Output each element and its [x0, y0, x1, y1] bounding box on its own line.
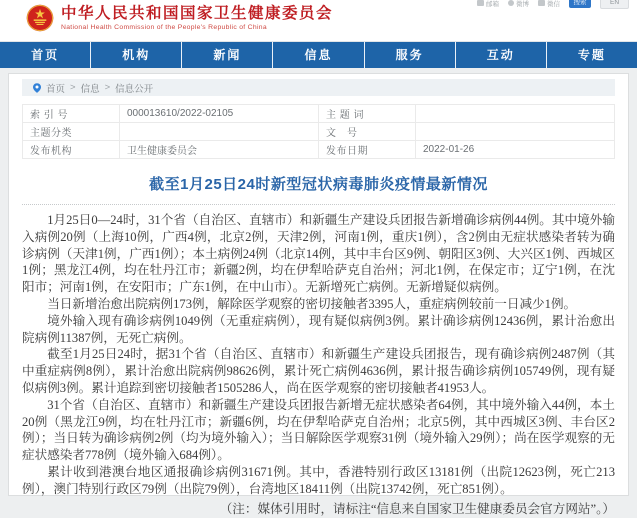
- meta-label-doc-no: 文 号: [319, 123, 416, 141]
- nav-item-news[interactable]: 新闻: [182, 42, 273, 68]
- breadcrumb: [22, 79, 615, 96]
- weibo-link[interactable]: [508, 0, 529, 8]
- wechat-link-label: 微信: [547, 0, 560, 8]
- breadcrumb-info[interactable]: 信息: [80, 83, 100, 95]
- meta-value-pub-date: 2022-01-26: [416, 141, 615, 159]
- site-title-chinese: 中华人民共和国国家卫生健康委员会: [61, 5, 334, 22]
- nav-item-home[interactable]: 首页: [0, 42, 91, 68]
- language-button[interactable]: EN: [600, 0, 629, 9]
- meta-value-publisher: 卫生健康委员会: [120, 141, 319, 159]
- meta-label-category: 主题分类: [23, 123, 120, 141]
- breadcrumb-separator: >: [70, 82, 76, 93]
- meta-label-publisher: 发布机构: [23, 141, 120, 159]
- table-row: [23, 123, 615, 141]
- site-header: [0, 0, 637, 42]
- main-nav: [0, 42, 637, 68]
- document-meta-table: [22, 104, 615, 159]
- article-body: [22, 212, 615, 518]
- table-row: [23, 105, 615, 123]
- site-title-english: National Health Commission of the People's Republic of China: [61, 24, 267, 31]
- nav-item-special[interactable]: 专题: [577, 48, 606, 62]
- article-title: 截至1月25日24时新型冠状病毒肺炎疫情最新情况: [149, 176, 488, 193]
- national-emblem-icon: [26, 4, 54, 32]
- weibo-icon: [508, 0, 514, 6]
- search-button[interactable]: 搜索: [569, 0, 591, 8]
- article-paragraph: 31个省（自治区、直辖市）和新疆生产建设兵团报告新增无症状感染者64例，其中境外输入44例，本土20例（黑龙江9例，均在牡丹江市；新疆6例，均在伊犁哈萨克自治州；北京5例，其中西城区3例、丰台区2例）；当日转为确诊病例2例（均为境外输入）；当日解除医学观察31例（境外输入29例）；尚在医学观察的无症状感染者778例（境外输入684例）。: [22, 397, 615, 463]
- meta-value-subject: [416, 105, 615, 123]
- weibo-link-label: 微博: [516, 0, 529, 8]
- site-title-block: [61, 5, 333, 31]
- nav-item-service[interactable]: 服务: [365, 42, 456, 68]
- article-paragraph: 当日新增治愈出院病例173例，解除医学观察的密切接触者3395人，重症病例较前一日减少1例。: [47, 296, 577, 311]
- meta-label-pub-date: 发布日期: [319, 141, 416, 159]
- breadcrumb-separator: >: [104, 82, 111, 93]
- meta-value-index-no: 000013610/2022-02105: [120, 105, 319, 123]
- meta-value-category: [120, 123, 319, 141]
- mail-link-label: 邮箱: [486, 0, 499, 8]
- meta-label-subject: 主 题 词: [319, 105, 416, 123]
- article-paragraph: 截至1月25日24时，据31个省（自治区、直辖市）和新疆生产建设兵团报告，现有确诊病例2487例（其中重症病例8例），累计治愈出院病例98626例，累计死亡病例4636例，累计报告确诊病例105749例，现有疑似病例3例。累计追踪到密切接触者1505286人，尚在医学观察的密切接触者41953人。: [22, 347, 615, 395]
- mail-link[interactable]: [477, 0, 499, 8]
- meta-label-index-no: 索 引 号: [23, 105, 120, 123]
- content-card: [8, 73, 629, 516]
- nav-item-info[interactable]: 信息: [273, 42, 364, 68]
- title-divider: [22, 204, 615, 205]
- breadcrumb-home[interactable]: 首页: [46, 83, 66, 95]
- wechat-link[interactable]: [538, 0, 560, 8]
- meta-value-doc-no: [416, 123, 615, 141]
- citation-note: （注：媒体引用时，请标注“信息来自国家卫生健康委员会官方网站”。）: [219, 501, 615, 516]
- wechat-icon: [538, 0, 545, 6]
- nav-item-agency[interactable]: 机构: [91, 42, 182, 68]
- article-paragraph: 累计收到港澳台地区通报确诊病例31671例。其中，香港特别行政区13181例（出院12623例，死亡213例），澳门特别行政区79例（出院79例），台湾地区18411例（出院13742例，死亡851例）。: [22, 464, 615, 496]
- nav-item-interact[interactable]: 互动: [456, 42, 547, 68]
- table-row: [23, 141, 615, 159]
- location-pin-icon: [33, 83, 41, 93]
- breadcrumb-info-disclosure[interactable]: 信息公开: [115, 83, 154, 95]
- topbar-quick-links: [477, 0, 629, 9]
- mail-icon: [477, 0, 484, 6]
- article-paragraph: 1月25日0—24时，31个省（自治区、直辖市）和新疆生产建设兵团报告新增确诊病例44例。其中境外输入病例20例（上海10例，广西4例，北京2例，天津2例，河南1例，重庆1例），含2例由无症状感染者转为确诊病例（天津1例，广西1例）；本土病例24例（北京14例，其中丰台区9例、朝阳区3例、大兴区1例、西城区1例；黑龙江4例，均在牡丹江市；新疆2例，均在伊犁哈萨克自治州；河北1例，在保定市；辽宁1例，在沈阳市；河南1例，在安阳市；广东1例，在中山市）。无新增死亡病例。无新增疑似病例。: [22, 213, 615, 295]
- article-paragraph: 境外输入现有确诊病例1049例（无重症病例），现有疑似病例3例。累计确诊病例12436例，累计治愈出院病例11387例，无死亡病例。: [22, 313, 615, 345]
